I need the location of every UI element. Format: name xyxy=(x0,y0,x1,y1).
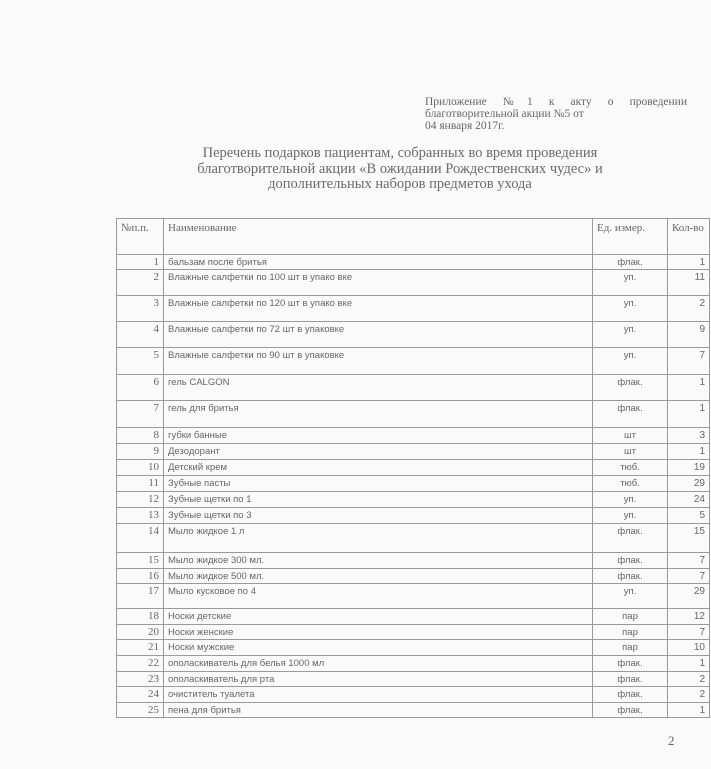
appendix-line: 04 января 2017г. xyxy=(425,120,505,132)
cell-num: 7 xyxy=(117,401,164,428)
cell-num: 18 xyxy=(117,609,164,625)
cell-unit: пар xyxy=(593,640,668,656)
cell-name: Влажные салфетки по 120 шт в упако вке xyxy=(164,296,593,322)
cell-qty: 1 xyxy=(668,444,710,460)
cell-num: 9 xyxy=(117,444,164,460)
cell-num: 21 xyxy=(117,640,164,656)
cell-qty: 1 xyxy=(668,401,710,428)
cell-name: Влажные салфетки по 100 шт в упако вке xyxy=(164,270,593,296)
cell-num: 6 xyxy=(117,375,164,401)
cell-name: Мыло жидкое 500 мл. xyxy=(164,569,593,584)
table-row xyxy=(117,322,710,348)
cell-unit: флак. xyxy=(593,255,668,270)
cell-qty: 2 xyxy=(668,687,710,703)
cell-unit: уп. xyxy=(593,296,668,322)
table-row xyxy=(117,428,710,444)
table-row xyxy=(117,375,710,401)
cell-num: 15 xyxy=(117,553,164,569)
table-row xyxy=(117,524,710,553)
table-row xyxy=(117,401,710,428)
cell-qty: 7 xyxy=(668,553,710,569)
cell-qty: 12 xyxy=(668,609,710,625)
cell-qty: 3 xyxy=(668,428,710,444)
cell-qty: 7 xyxy=(668,625,710,640)
cell-name: Дезодорант xyxy=(164,444,593,460)
cell-unit: флак. xyxy=(593,553,668,569)
cell-name: гель для бритья xyxy=(164,401,593,428)
table-row xyxy=(117,640,710,656)
appendix-line: благотворительной акции №5 от xyxy=(425,108,584,120)
cell-name: Носки мужские xyxy=(164,640,593,656)
cell-unit: шт xyxy=(593,444,668,460)
cell-unit: шт xyxy=(593,428,668,444)
cell-num: 2 xyxy=(117,270,164,296)
title-line: дополнительных наборов предметов ухода xyxy=(268,176,532,192)
cell-unit: уп. xyxy=(593,270,668,296)
cell-unit: пар xyxy=(593,625,668,640)
table-row xyxy=(117,444,710,460)
cell-name: ополаскиватель для рта xyxy=(164,672,593,687)
cell-name: гель CALGON xyxy=(164,375,593,401)
cell-unit: флак. xyxy=(593,401,668,428)
table-row xyxy=(117,492,710,508)
cell-num: 1 xyxy=(117,255,164,270)
cell-unit: пар xyxy=(593,609,668,625)
table-row xyxy=(117,656,710,672)
table-row xyxy=(117,687,710,703)
cell-name: пена для бритья xyxy=(164,703,593,718)
table-row xyxy=(117,348,710,375)
cell-unit: флак. xyxy=(593,524,668,553)
cell-unit: флак. xyxy=(593,672,668,687)
header-qty: Кол-во xyxy=(668,219,710,255)
page-number: 2 xyxy=(668,733,675,748)
cell-num: 8 xyxy=(117,428,164,444)
cell-unit: флак. xyxy=(593,703,668,718)
table-row xyxy=(117,703,710,718)
cell-name: Мыло жидкое 300 мл. xyxy=(164,553,593,569)
cell-num: 10 xyxy=(117,460,164,476)
header-num: №п.п. xyxy=(117,219,164,255)
cell-num: 22 xyxy=(117,656,164,672)
cell-qty: 11 xyxy=(668,270,710,296)
table-row xyxy=(117,476,710,492)
cell-qty: 1 xyxy=(668,656,710,672)
cell-num: 16 xyxy=(117,569,164,584)
cell-name: Зубные щетки по 3 xyxy=(164,508,593,524)
cell-unit: флак. xyxy=(593,656,668,672)
table-body xyxy=(117,255,710,718)
cell-qty: 15 xyxy=(668,524,710,553)
cell-qty: 10 xyxy=(668,640,710,656)
cell-qty: 2 xyxy=(668,672,710,687)
cell-name: очиститель туалета xyxy=(164,687,593,703)
table-row xyxy=(117,270,710,296)
cell-unit: уп. xyxy=(593,508,668,524)
cell-num: 3 xyxy=(117,296,164,322)
cell-qty: 1 xyxy=(668,703,710,718)
table-row xyxy=(117,553,710,569)
cell-name: Влажные салфетки по 72 шт в упаковке xyxy=(164,322,593,348)
table-row xyxy=(117,625,710,640)
cell-name: Зубные щетки по 1 xyxy=(164,492,593,508)
cell-unit: флак. xyxy=(593,687,668,703)
cell-name: Детский крем xyxy=(164,460,593,476)
cell-unit: уп. xyxy=(593,584,668,609)
table-row xyxy=(117,508,710,524)
header-name: Наименование xyxy=(164,219,593,255)
cell-qty: 1 xyxy=(668,255,710,270)
table-row xyxy=(117,672,710,687)
cell-num: 14 xyxy=(117,524,164,553)
cell-num: 20 xyxy=(117,625,164,640)
table-row xyxy=(117,584,710,609)
gifts-table xyxy=(116,218,710,718)
cell-qty: 7 xyxy=(668,569,710,584)
table-row xyxy=(117,569,710,584)
cell-num: 23 xyxy=(117,672,164,687)
table-row xyxy=(117,460,710,476)
title-line: благотворительной акции «В ожидании Рождественских чудес» и xyxy=(197,160,603,177)
cell-unit: флак. xyxy=(593,375,668,401)
cell-unit: флак. xyxy=(593,569,668,584)
cell-qty: 5 xyxy=(668,508,710,524)
cell-unit: тюб. xyxy=(593,476,668,492)
cell-num: 17 xyxy=(117,584,164,609)
cell-name: губки банные xyxy=(164,428,593,444)
cell-qty: 24 xyxy=(668,492,710,508)
cell-qty: 29 xyxy=(668,476,710,492)
cell-name: Влажные салфетки по 90 шт в упаковке xyxy=(164,348,593,375)
appendix-note xyxy=(425,96,687,132)
cell-qty: 1 xyxy=(668,375,710,401)
cell-num: 25 xyxy=(117,703,164,718)
cell-name: бальзам после бритья xyxy=(164,255,593,270)
document-title xyxy=(150,146,650,193)
cell-name: Зубные пасты xyxy=(164,476,593,492)
table-row xyxy=(117,609,710,625)
cell-unit: уп. xyxy=(593,322,668,348)
cell-num: 12 xyxy=(117,492,164,508)
cell-qty: 19 xyxy=(668,460,710,476)
cell-num: 11 xyxy=(117,476,164,492)
cell-num: 24 xyxy=(117,687,164,703)
cell-name: Носки детские xyxy=(164,609,593,625)
appendix-line: Приложение №1 к акту о проведении xyxy=(425,96,687,108)
table-header-row xyxy=(117,219,710,255)
cell-unit: уп. xyxy=(593,492,668,508)
cell-num: 13 xyxy=(117,508,164,524)
cell-name: ополаскиватель для белья 1000 мл xyxy=(164,656,593,672)
cell-name: Носки женские xyxy=(164,625,593,640)
cell-qty: 29 xyxy=(668,584,710,609)
cell-qty: 9 xyxy=(668,322,710,348)
table-row xyxy=(117,255,710,270)
cell-unit: уп. xyxy=(593,348,668,375)
title-line: Перечень подарков пациентам, собранных во время проведения xyxy=(202,145,598,161)
cell-name: Мыло жидкое 1 л xyxy=(164,524,593,553)
cell-qty: 7 xyxy=(668,348,710,375)
cell-num: 5 xyxy=(117,348,164,375)
cell-unit: тюб. xyxy=(593,460,668,476)
cell-name: Мыло кусковое по 4 xyxy=(164,584,593,609)
cell-qty: 2 xyxy=(668,296,710,322)
table-row xyxy=(117,296,710,322)
header-unit: Ед. измер. xyxy=(593,219,668,255)
cell-num: 4 xyxy=(117,322,164,348)
